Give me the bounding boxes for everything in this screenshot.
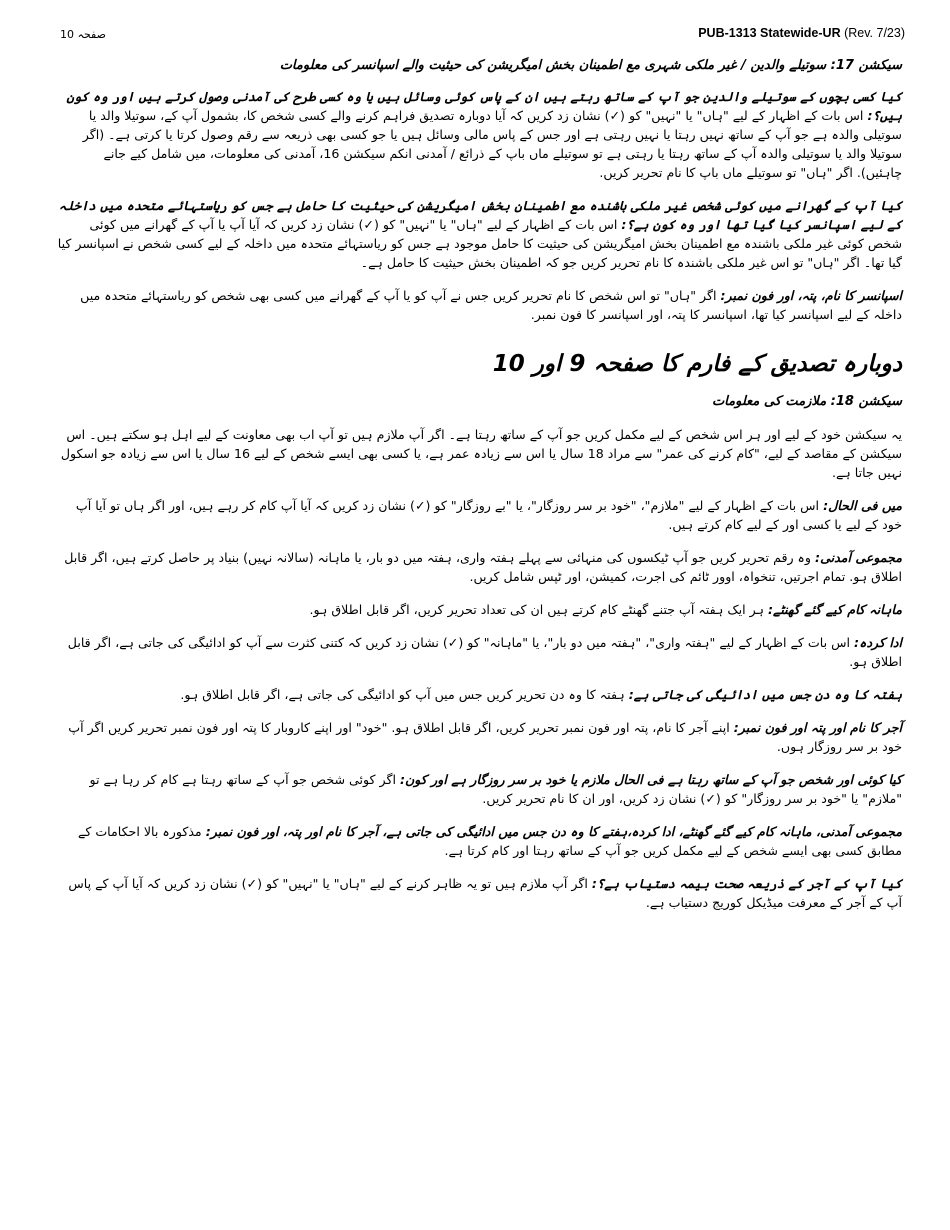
household-employment-details-paragraph	[55, 822, 902, 860]
page-number: صفحہ 10	[60, 28, 106, 41]
page-content	[55, 56, 902, 926]
publication-revision: (Rev. 7/23)	[844, 26, 905, 40]
section-18-intro: یہ سیکشن خود کے لیے اور ہر اس شخص کے لیے مکمل کریں جو آپ کے ساتھ رہتا ہے۔ اگر آپ ملازم ہیں تو آپ اب بھی معاونت کے لیے اہل ہو سکتے ہیں۔ اس سیکشن کے مقاصد کے لیے، "کام کرنے کی عمر" سے مراد 18 سال یا اس سے زیادہ عمر ہے، یا کسی بھی ایسے شخص کے لیے 16 سال یا اس سے زیادہ جو اسکول نہیں جاتا ہے.	[60, 427, 902, 480]
household-employment-label: کیا کوئی اور شخص جو آپ کے ساتھ رہتا ہے فی الحال ملازم یا خود بر سر روزگار ہے اور کون:	[400, 772, 902, 787]
paid-frequency-label: ادا کردہ:	[854, 635, 902, 650]
sponsored-alien-question: کیا آپ کے گھرانے میں کوئی شخص غیر ملکی باشندہ مع اطمینان بخش امیگریشن کی حیثیت کا حامل ہے جس کو ریاستہائے متحدہ میں داخلہ کے لیے اسپانسر کیا گیا تھا اور وہ کون ہے؟:	[58, 198, 902, 232]
stepparent-instructions: اس بات کے اظہار کے لیے "ہاں" یا "نہیں" کو (✓) نشان زد کریں کہ آیا دوبارہ تصدیق فراہم کرنے والے کسی شخص کا، بشمول آپ کے، سوتیلا والد یا سوتیلی والدہ ہے جو آپ کے ساتھ نہیں رہتا یا نہیں رہتی ہے اور جس کے پاس مالی وسائل ہیں یا جو کسی بھی ذریعہ سے رقم وصول کرتا یا کرتی ہے۔ (اگر سوتیلا والد یا سوتیلی والدہ آپ کے ساتھ رہتا یا رہتی ہے تو سوتیلے ماں باپ کے ذرائع / آمدنی انکم سیکشن 16، آمدنی کی معلومات، میں شامل کیے جانے چاہئیں). اگر "ہاں" تو سوتیلے ماں باپ کا نام تحریر کریں.	[82, 108, 902, 180]
gross-income-text: وہ رقم تحریر کریں جو آپ ٹیکسوں کی منہائی سے پہلے ہفتہ واری، ہفتہ میں دو بار، یا ماہانہ (سالانہ نہیں) بنیاد پر حاصل کرتے ہیں، اگر قابل اطلاق ہو. تمام اجرتیں، تنخواہ، اوور ٹائم کی اجرت، کمیشن، اور ٹپس شامل کریں.	[64, 550, 902, 584]
pay-day-text: ہفتہ کا وہ دن تحریر کریں جس میں آپ کو ادائیگی کی جاتی ہے، اگر قابل اطلاق ہو.	[180, 687, 625, 702]
employment-status-paragraph	[55, 496, 902, 534]
section-17-sponsored-alien-paragraph	[55, 196, 902, 272]
health-insurance-label: کیا آپ کے آجر کے ذریعہ صحت بیمہ دستیاب ہے؟:	[591, 876, 902, 891]
page-header	[60, 26, 905, 46]
publication-id	[698, 26, 905, 40]
publication-code: PUB-1313 Statewide-UR	[698, 26, 841, 40]
paid-frequency-paragraph	[55, 633, 902, 671]
stepparent-question: کیا کسی بچوں کے سوتیلے والدین جو آپ کے ساتھ رہتے ہیں ان کے پاس کوئی وسائل ہیں یا وہ کسی طرح کی آمدنی وصول کرتے ہیں اور وہ کون ہیں؟:	[66, 89, 902, 123]
section-17-stepparent-paragraph	[55, 87, 902, 182]
employer-info-text: اپنے آجر کا نام، پتہ اور فون نمبر تحریر کریں، اگر قابل اطلاق ہو. "خود" اور اپنے کاروبار کا پتہ اور فون نمبر تحریر کریں اگر آپ خود بر سر روزگار ہوں.	[68, 720, 902, 754]
section-17-sponsor-paragraph	[55, 286, 902, 324]
sponsor-info-question: اسپانسر کا نام، پتہ، اور فون نمبر:	[720, 288, 902, 303]
employer-info-paragraph	[55, 718, 902, 756]
sponsored-alien-instructions: اس بات کے اظہار کے لیے "ہاں" یا "نہیں" کو (✓) نشان زد کریں کہ آیا آپ یا آپ کے گھرانے میں کوئی شخص کوئی غیر ملکی باشندہ مع اطمینان بخش امیگریشن کی حیثیت کا حامل موجود ہے جس کو ریاستہائے متحدہ میں داخلہ کے لیے کسی شخص نے اسپانسر کیا گیا تھا۔ اگر "ہاں" تو اس غیر ملکی باشندہ کا نام تحریر کریں جو کہ اطمینان بخش حیثیت کا حامل ہے۔	[57, 217, 902, 270]
household-employment-paragraph	[55, 770, 902, 808]
employment-status-text: اس بات کے اظہار کے لیے "ملازم"، "خود بر سر روزگار"، یا "بے روزگار" کو (✓) نشان زد کریں کہ آیا آپ کام کر رہے ہیں، اور اگر ہاں تو آیا آپ خود کے لیے یا کسی اور کے لیے کام کرتے ہیں.	[75, 498, 902, 532]
paid-frequency-text: اس بات کے اظہار کے لیے "ہفتہ واری"، "ہفتہ میں دو بار"، یا "ماہانہ" کو (✓) نشان زد کریں کہ کتنی کثرت سے آپ کو ادائیگی کی جاتی ہے، اگر قابل اطلاق ہو.	[67, 635, 902, 669]
household-employment-details-label: مجموعی آمدنی، ماہانہ کام کیے گئے گھنٹے، ادا کردہ،ہفتے کا وہ دن جس میں ادائیگی کی جاتی ہے، آجر کا نام اور پتہ، اور فون نمبر:	[205, 824, 902, 839]
hours-worked-paragraph	[55, 600, 902, 619]
section-17-heading: سیکشن 17: سوتیلے والدین / غیر ملکی شہری مع اطمینان بخش امیگریشن کی حیثیت والے اسپانسر کی معلومات	[279, 58, 902, 73]
pay-day-paragraph	[55, 685, 902, 704]
health-insurance-text: اگر آپ ملازم ہیں تو یہ ظاہر کرنے کے لیے "ہاں" یا "نہیں" کو (✓) نشان زد کریں کہ آیا آپ کے پاس آپ کے آجر کے معرفت میڈیکل کوریج دستیاب ہے.	[68, 876, 902, 910]
section-18-heading: سیکشن 18: ملازمت کی معلومات	[711, 394, 902, 409]
household-employment-text: اگر کوئی شخص جو آپ کے ساتھ رہتا ہے کام کر رہا ہے تو "ملازم" یا "خود بر سر روزگار" کو (✓) نشان زد کریں، اور ان کا نام تحریر کریں.	[89, 772, 902, 806]
gross-income-label: مجموعی آمدنی:	[815, 550, 902, 565]
employment-status-label: میں فی الحال:	[823, 498, 902, 513]
health-insurance-paragraph	[55, 874, 902, 912]
hours-worked-text: ہر ایک ہفتہ آپ جتنے گھنٹے کام کرتے ہیں ان کی تعداد تحریر کریں، اگر قابل اطلاق ہو.	[309, 602, 764, 617]
employer-info-label: آجر کا نام اور پتہ اور فون نمبر:	[733, 720, 902, 735]
household-employment-details-text: مذکورہ بالا احکامات کے مطابق کسی بھی ایسے شخص کے لیے مکمل کریں جو آپ کے ساتھ رہتا اور کام کرتا ہے.	[77, 824, 902, 858]
gross-income-paragraph	[55, 548, 902, 586]
sponsor-info-instructions: اگر "ہاں" تو اس شخص کا نام تحریر کریں جس نے آپ کو یا آپ کے گھرانے میں کسی بھی شخص کو ریاستہائے متحدہ میں داخلہ کے لیے اسپانسر کیا تھا، اسپانسر کا پتہ، اور اسپانسر کا فون نمبر.	[80, 288, 902, 322]
form-pages-title: دوبارہ تصدیق کے فارم کا صفحہ 9 اور 10	[492, 351, 902, 377]
pay-day-label: ہفتہ کا وہ دن جس میں ادائیگی کی جاتی ہے:	[628, 687, 902, 702]
hours-worked-label: ماہانہ کام کیے گئے گھنٹے:	[767, 602, 902, 617]
